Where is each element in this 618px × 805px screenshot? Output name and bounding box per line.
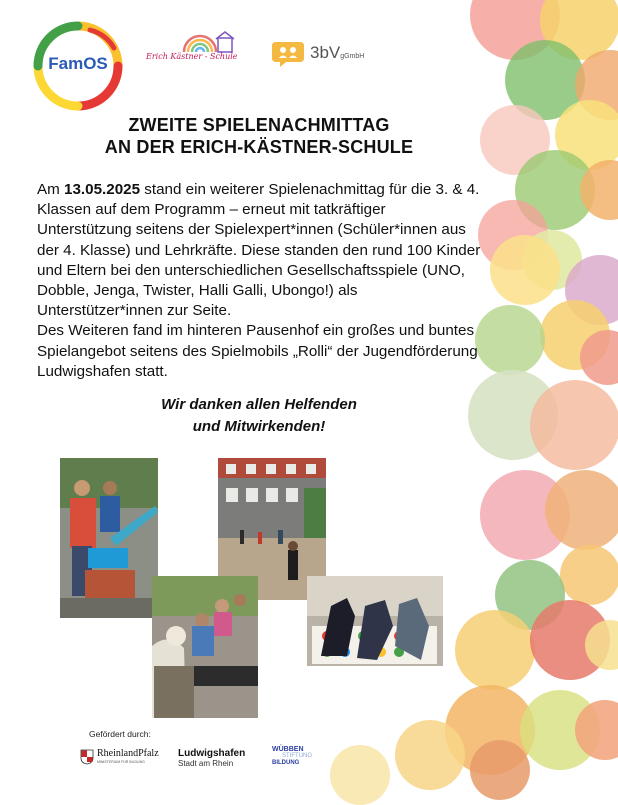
photo-children-balance-beam xyxy=(60,458,158,618)
org-suffix: gGmbH xyxy=(340,53,365,60)
thanks-line-1: Wir danken allen Helfenden xyxy=(161,396,357,413)
speech-bubble-icon xyxy=(272,38,306,68)
page-title-line-1: ZWEITE SPIELENACHMITTAG xyxy=(128,115,390,135)
famos-logo-text: FamOS xyxy=(48,54,108,73)
paragraph-1 xyxy=(37,180,482,321)
famos-logo xyxy=(30,20,126,112)
school-logo xyxy=(146,30,246,70)
photo-children-rolling xyxy=(152,576,258,718)
article-body xyxy=(37,180,482,382)
sponsor-wuebben-line-2: STIFTUNG xyxy=(282,753,312,759)
page-title-line-2: AN DER ERICH-KÄSTNER-SCHULE xyxy=(104,137,414,157)
thanks-line-2: und Mitwirkenden! xyxy=(192,418,326,435)
sponsor-ludwigshafen-sub: Stadt am Rhein xyxy=(178,759,234,768)
sponsor-wuebben-line-3: BILDUNG xyxy=(272,760,300,766)
sponsor-rlp-name: RheinlandPfalz xyxy=(97,748,159,759)
sponsors-label: Gefördert durch: xyxy=(89,729,151,739)
org-logo xyxy=(272,38,382,72)
paragraph-1-text: stand ein weiterer Spielenachmittag für die 3. & 4. Klassen auf dem Programm – erneut mit tatkräftiger Unterstützung seitens der Spielexpert*innen (Schüler*innen aus der 4. Klasse) und Lehrkräfte. Diese standen den rund 100 Kinder und Eltern bei den unterschiedlichen Gesellschaftsspiele (UNO, Dobble, Jenga, Twister, Halli Galli, Ubongo!) als Unterstützer*innen zur Seite. xyxy=(37,181,481,320)
sponsor-rlp-sub: MINISTERIUM FÜR BILDUNG xyxy=(97,760,145,764)
sponsor-wuebben-line-1: WÜBBEN xyxy=(272,746,304,753)
sponsor-ludwigshafen-logo xyxy=(178,748,258,770)
school-logo-text: Erich Kästner - Schule xyxy=(146,52,238,61)
coat-of-arms-icon xyxy=(80,749,94,765)
org-name: 3bV xyxy=(310,43,341,62)
sponsor-rlp-logo xyxy=(80,748,160,766)
org-logo-text xyxy=(310,43,364,63)
paragraph-2: Des Weiteren fand im hinteren Pausenhof ein großes und buntes Spielangebot seitens des Spielmobils „Rolli“ der Jugendförderung Ludwigshafen statt. xyxy=(37,322,478,380)
sponsor-wuebben-logo xyxy=(272,742,322,772)
photo-twister-game xyxy=(307,576,443,666)
event-date: 13.05.2025 xyxy=(64,181,141,198)
sponsor-ludwigshafen-name: Ludwigshafen xyxy=(178,748,246,759)
intro-prefix: Am xyxy=(37,181,65,198)
